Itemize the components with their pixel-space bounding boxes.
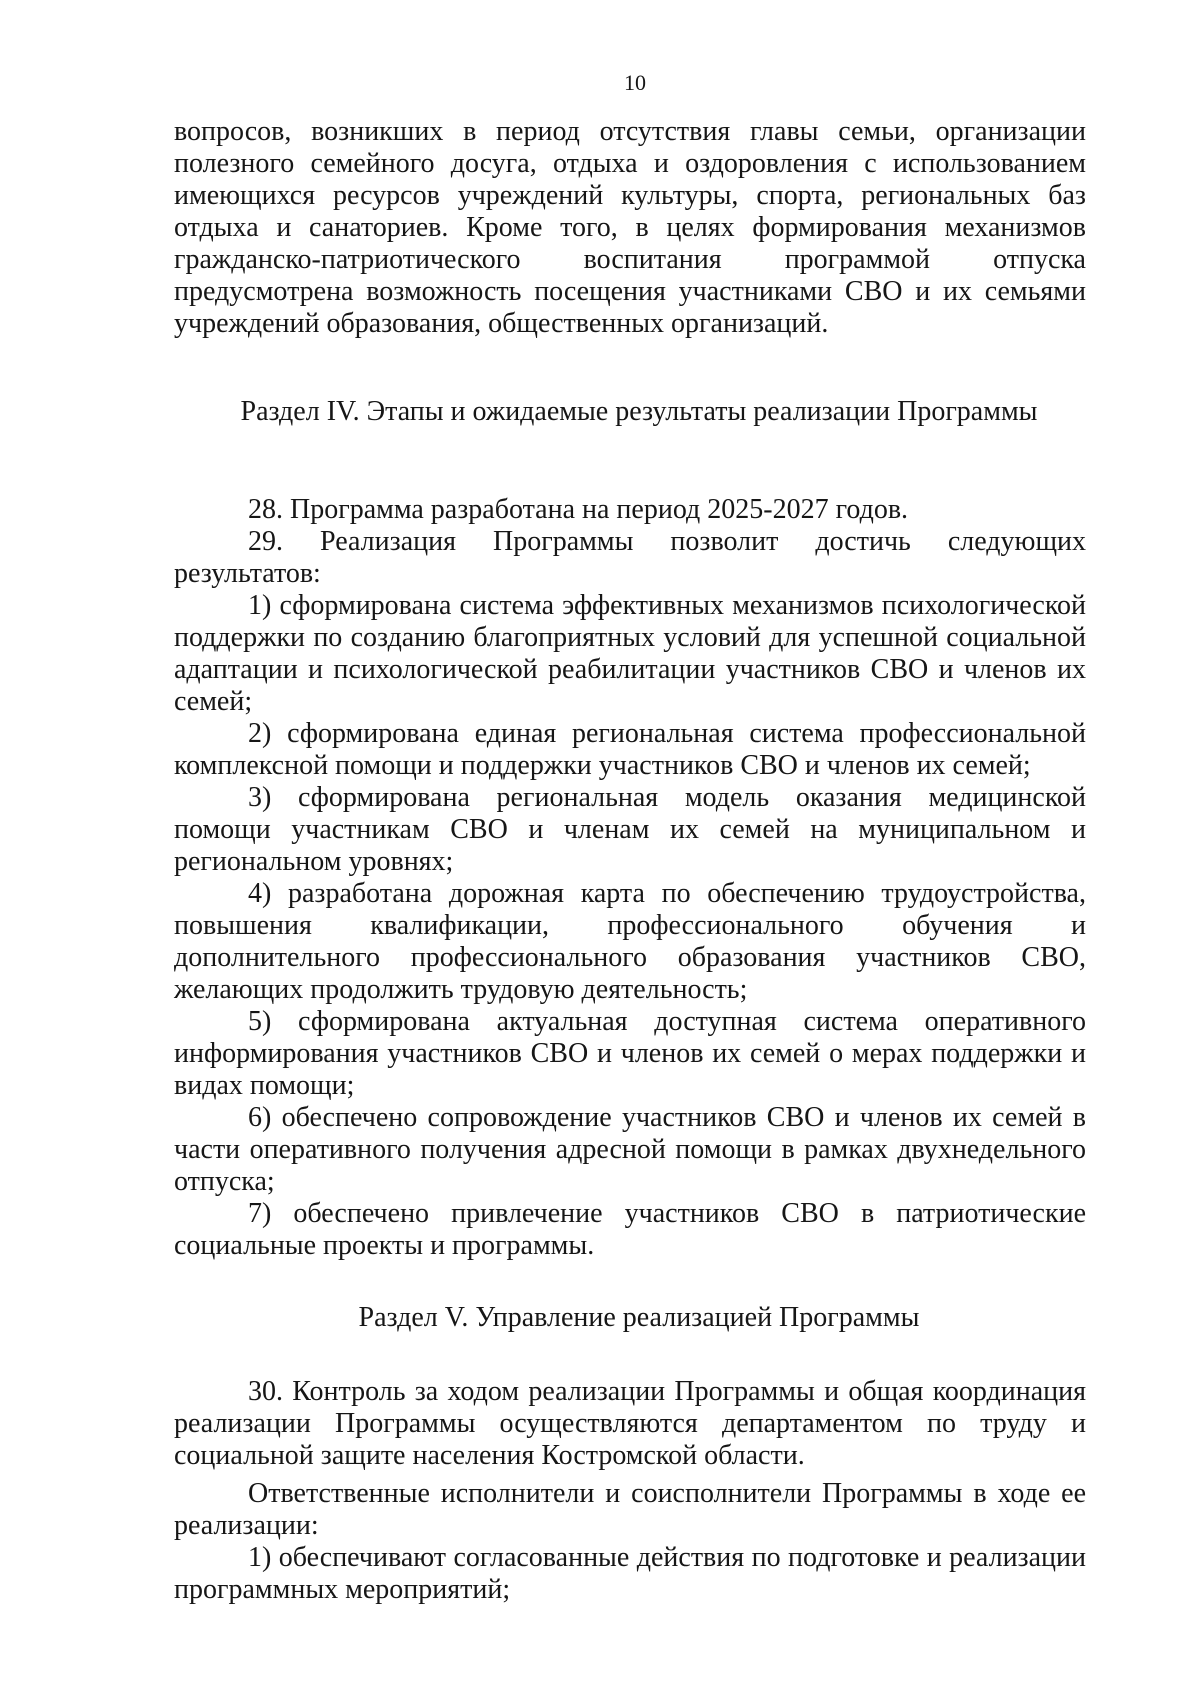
responsible-paragraph: Ответственные исполнители и соисполнители Программы в ходе ее реализации:: [174, 1478, 1086, 1541]
section-5-heading: Раздел V. Управление реализацией Программы: [358, 1302, 920, 1333]
duty-item-1: 1) обеспечивают согласованные действия по подготовке и реализации программных мероприятий;: [174, 1542, 1086, 1605]
section-4-heading: Раздел IV. Этапы и ожидаемые результаты реализации Программы: [240, 396, 1038, 427]
result-item-1: 1) сформирована система эффективных механизмов психологической поддержки по созданию благоприятных условий для успешной социальной адаптации и психологической реабилитации участников СВО и членов их семей;: [174, 590, 1086, 717]
result-item-2: 2) сформирована единая региональная система профессиональной комплексной помощи и поддержки участников СВО и членов их семей;: [174, 718, 1086, 781]
result-item-4: 4) разработана дорожная карта по обеспечению трудоустройства, повышения квалификации, профессионального обучения и дополнительного профессионального образования участников СВО, желающих продолжить трудовую деятельность;: [174, 878, 1086, 1005]
paragraph-29: 29. Реализация Программы позволит достичь следующих результатов:: [174, 526, 1086, 589]
page-number: 10: [624, 70, 646, 95]
intro-paragraph: вопросов, возникших в период отсутствия главы семьи, организации полезного семейного досуга, отдыха и оздоровления с использованием имеющихся ресурсов учреждений культуры, спорта, региональных баз отдыха и санаториев. Кроме того, в целях формирования механизмов гражданско-патриотического воспитания программой отпуска предусмотрена возможность посещения участниками СВО и их семьями учреждений образования, общественных организаций.: [174, 116, 1086, 339]
paragraph-28: 28. Программа разработана на период 2025-2027 годов.: [248, 494, 909, 525]
result-item-6: 6) обеспечено сопровождение участников СВО и членов их семей в части оперативного получения адресной помощи в рамках двухнедельного отпуска;: [174, 1102, 1086, 1197]
result-item-3: 3) сформирована региональная модель оказания медицинской помощи участникам СВО и членам их семей на муниципальном и региональном уровнях;: [174, 782, 1086, 877]
result-item-7: 7) обеспечено привлечение участников СВО в патриотические социальные проекты и программы.: [174, 1198, 1086, 1261]
spacer: [174, 428, 1086, 494]
spacer: [174, 340, 1086, 396]
result-item-5: 5) сформирована актуальная доступная система оперативного информирования участников СВО и членов их семей о мерах поддержки и видах помощи;: [174, 1006, 1086, 1101]
document-body: [174, 116, 1086, 1606]
spacer: [174, 1334, 1086, 1376]
paragraph-30: 30. Контроль за ходом реализации Программы и общая координация реализации Программы осуществляются департаментом по труду и социальной защите населения Костромской области.: [174, 1376, 1086, 1471]
spacer: [174, 1262, 1086, 1302]
